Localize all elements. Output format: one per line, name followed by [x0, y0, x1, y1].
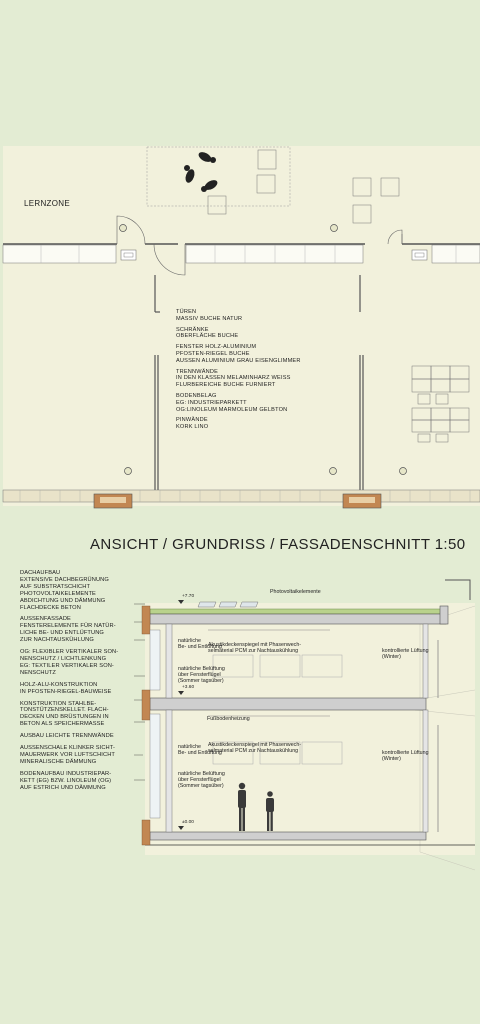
floor-slab [150, 698, 426, 710]
og-ceiling: Akustikdeckenspiegel mit Phasenwech- selmaterial PCM zur Nachtauskühlung [208, 642, 302, 655]
upper-structure [445, 580, 470, 600]
parapet [440, 606, 448, 624]
eg-vent-left: natürliche Be- und Entlüftung [178, 744, 222, 757]
og-vent-left: natürliche Be- und Entlüftung [178, 638, 222, 651]
construction-notes: DACHAUFBAU EXTENSIVE DACHBEGRÜNUNG AUF SUBSTRATSCHICHT PHOTOVOLTAIKELEMENTE ABDICHTUNG UND DÄMMUNG FLACHDECKE BETON AUSSENFASSADE FENSTERELEMENTE FÜR NATÜR- LICHE BE- UND ENTLÜFTUNG ZUR NACHTAUSKÜHLUNG OG: FLEXIBLER VERTIKALER SON- NENSCHUTZ / LICHTLENKUNG EG: TEXTILER VERTIKALER SON- NENSCHUTZ HOLZ-ALU-KONSTRUKTION IN PFOSTEN-RIEGEL-BAUWEISE KONSTRUKTION STAHLBE- TONSTÜTZENSKELLET. FLACH- DECKEN UND BRÜSTUNGEN IN BETON ALS SPEICHERMASSE AUSBAU LEICHTE TRENNWÄNDE AUSSENSCHALE KLINKER SICHT- MAUERWERK VOR LUFTSCHICHT MINERALISCHE DÄMMUNG BODENAUFBAU INDUSTRIEPAR- KETT (EG) BZW. LINOLEUM (OG) AUF ESTRICH UND DÄMMUNG [20, 570, 119, 791]
pv-label: Photovoltaikelemente [270, 589, 321, 595]
floor-heating-label: Fußbodenheizung [207, 716, 250, 722]
og-natural: natürliche Belüftung über Fensterflügel (Sommer tagsüber) [178, 666, 225, 685]
zone-label: LERNZONE [24, 199, 70, 208]
section-title: ANSICHT / GRUNDRISS / FASSADENSCHNITT 1:50 [90, 536, 466, 553]
eg-natural: natürliche Belüftung über Fensterflügel (Sommer tagsüber) [178, 771, 225, 790]
og-vent-right: kontrollierte Lüftung (Winter) [382, 648, 429, 661]
level-base: ±0.00 [182, 820, 194, 825]
eg-vent-right: kontrollierte Lüftung (Winter) [382, 750, 429, 763]
green-roof [150, 609, 446, 614]
level-mid: +3.60 [182, 685, 195, 690]
level-top: +7.70 [182, 594, 195, 599]
roof-slab [150, 614, 446, 624]
photovoltaic-panels [198, 602, 258, 607]
eg-ceiling: Akustikdeckenspiegel mit Phasenwech- selmaterial PCM zur Nachtauskühlung [208, 742, 302, 755]
material-legend: TÜREN MASSIV BUCHE NATUR SCHRÄNKE OBERFLÄCHE BUCHE FENSTER HOLZ-ALUMINIUM PFOSTEN-RIEGEL BUCHE AUSSEN ALUMINIUM GRAU EISENGLIMMER TRENNWÄNDE IN DEN KLASSEN MELAMINHARZ WEISS FLURBEREICHE BUCHE FURNIERT BODENBELAG EG: INDUSTRIEPARKETT OG:LINOLEUM MARMOLEUM GELBTON PINWÄNDE KORK LINO [176, 309, 301, 431]
facade-windows [150, 630, 160, 818]
ground-slab [150, 832, 426, 840]
